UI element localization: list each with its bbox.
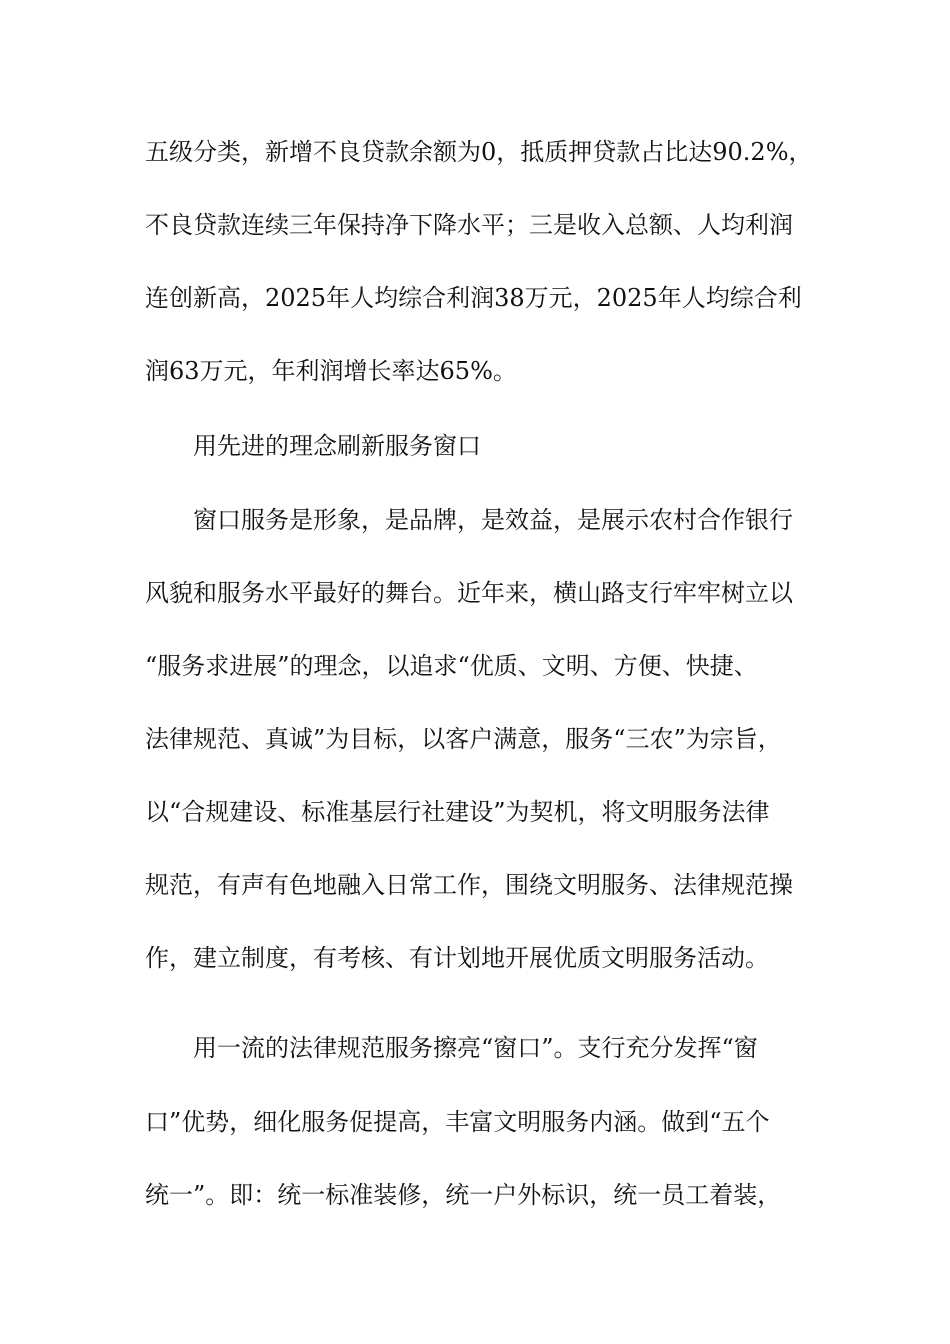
text-line: 以“合规建设、标准基层行社建设”为契机，将文明服务法律 xyxy=(145,798,770,826)
text-line: 润63万元，年利润增长率达65%。 xyxy=(145,357,517,385)
text-line: 作，建立制度，有考核、有计划地开展优质文明服务活动。 xyxy=(145,944,769,972)
text-line: 法律规范、真诚”为目标，以客户满意，服务“三农”为宗旨， xyxy=(145,725,782,753)
text-line: 不良贷款连续三年保持净下降水平；三是收入总额、人均利润 xyxy=(145,211,793,239)
text-line: “服务求进展”的理念，以追求“优质、文明、方便、快捷、 xyxy=(145,652,758,680)
text-line: 连创新高，2025年人均综合利润38万元，2025年人均综合利 xyxy=(145,284,802,312)
text-line: 统一”。即：统一标准装修，统一户外标识，统一员工着装， xyxy=(145,1181,782,1209)
text-line: 风貌和服务水平最好的舞台。近年来，横山路支行牢牢树立以 xyxy=(145,579,793,607)
text-line: 五级分类，新增不良贷款余额为0，抵质押贷款占比达90.2%， xyxy=(145,138,813,166)
text-line: 窗口服务是形象，是品牌，是效益，是展示农村合作银行 xyxy=(193,506,793,534)
text-line: 口”优势，细化服务促提高，丰富文明服务内涵。做到“五个 xyxy=(145,1108,770,1136)
text-line: 用一流的法律规范服务擦亮“窗口”。支行充分发挥“窗 xyxy=(193,1034,758,1062)
section-heading: 用先进的理念刷新服务窗口 xyxy=(193,432,481,460)
text-line: 规范，有声有色地融入日常工作，围绕文明服务、法律规范操 xyxy=(145,871,793,899)
